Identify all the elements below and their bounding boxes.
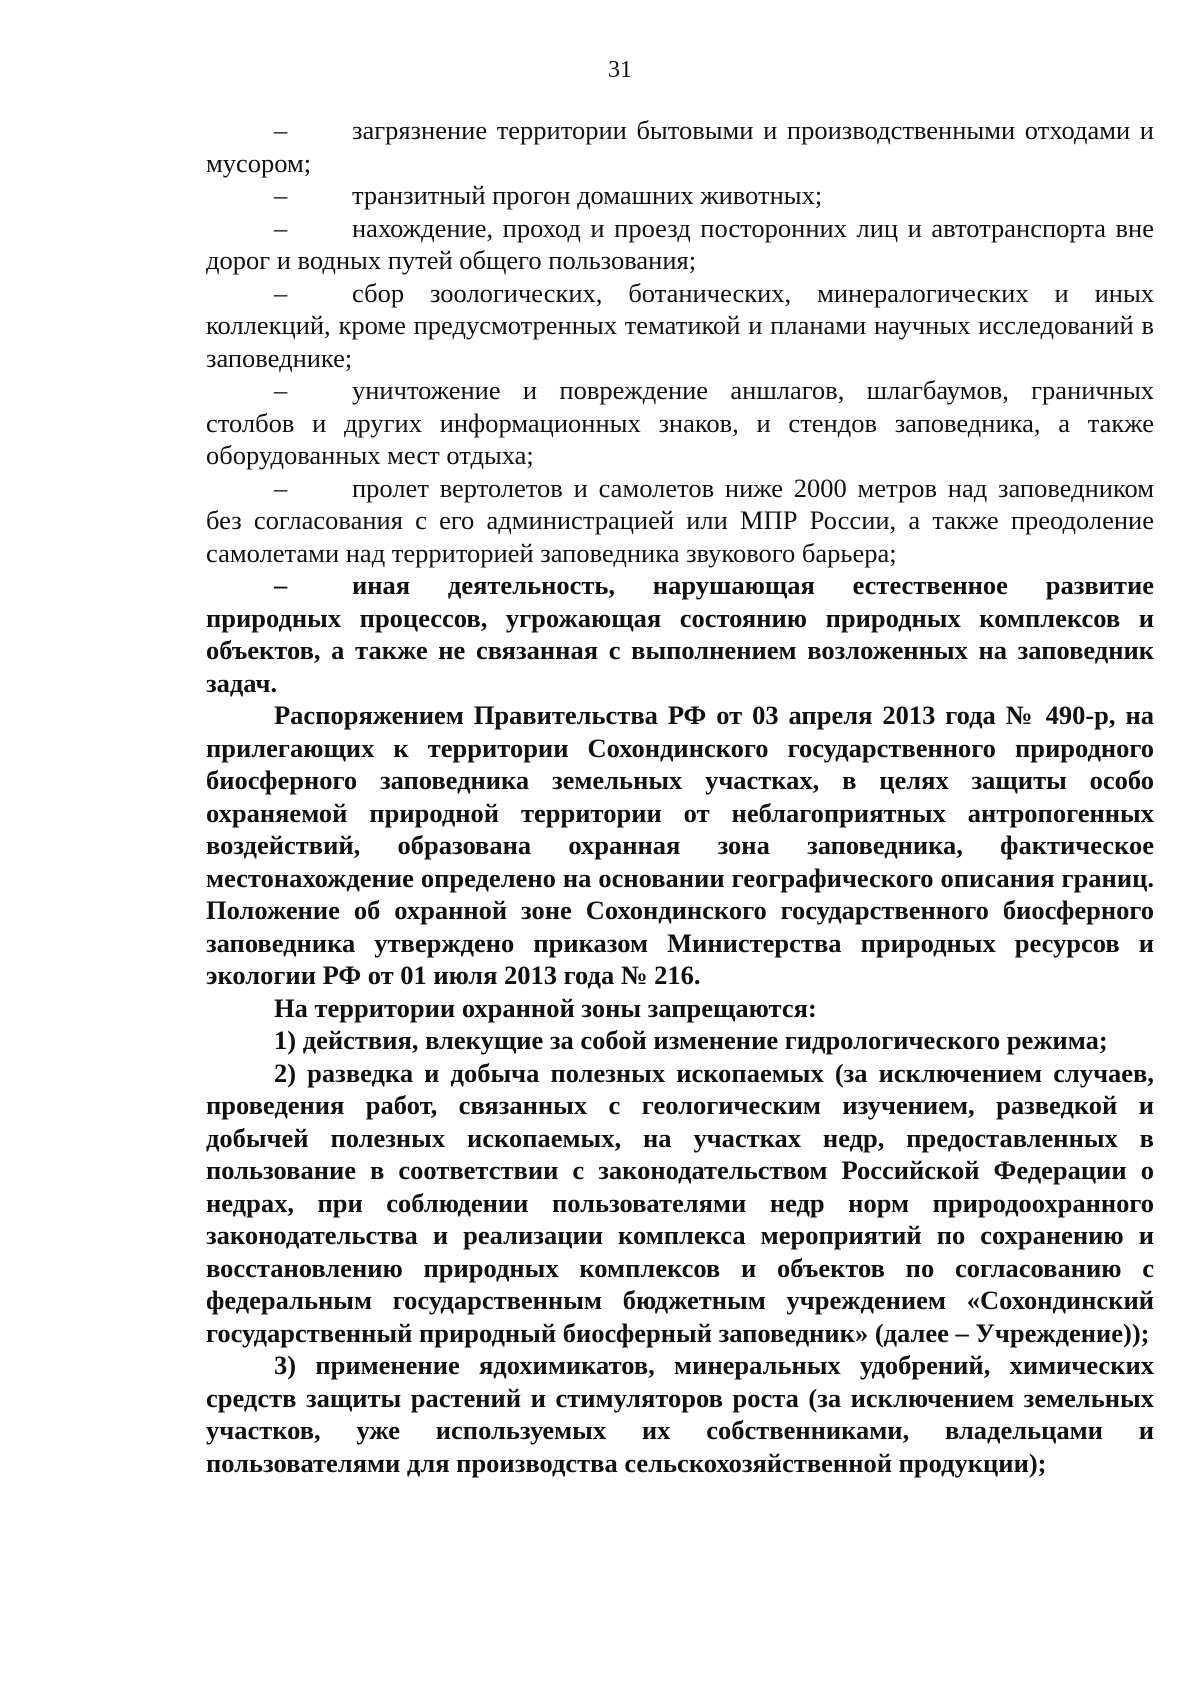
bullet-dash: – <box>274 570 288 600</box>
bullet-dash: – <box>274 180 288 210</box>
bullet-text: сбор зоологических, ботанических, минералогических и иных коллекций, кроме предусмотренных тематикой и планами научных исследований в заповеднике; <box>206 277 1154 373</box>
bullet-text: иная деятельность, нарушающая естественное развитие природных процессов, угрожающая состоянию природных комплексов и объектов, а также не связанная с выполнением возложенных на заповедник задач. <box>206 570 1154 698</box>
bullet-item <box>206 212 1154 277</box>
prohibited-intro: На территории охранной зоны запрещаются: <box>274 992 817 1023</box>
bullet-dash: – <box>274 212 288 243</box>
document-body <box>206 114 1154 1479</box>
bullet-item <box>206 114 1154 179</box>
bullet-item <box>206 179 1154 212</box>
bullet-dash: – <box>274 115 288 145</box>
bullet-dash: – <box>274 472 288 503</box>
page-number: 31 <box>608 57 632 83</box>
prohibited-item-3: 3) применение ядохимикатов, минеральных удобрений, химических средств защиты растений и стимуляторов роста (за исключением земельных участков, уже используемых их собственниками, владельцами и пользователями для производства сельскохозяйственной продукции); <box>206 1350 1154 1478</box>
bullet-text: пролет вертолетов и самолетов ниже 2000 метров над заповедником без согласования с его администрацией или МПР России, а также преодоление самолетами над территорией заповедника звукового барьера; <box>206 472 1154 568</box>
bullet-item <box>206 277 1154 375</box>
bullet-text: транзитный прогон домашних животных; <box>352 180 823 210</box>
decree-paragraph: Распоряжением Правительства РФ от 03 апреля 2013 года № 490-р, на прилегающих к территории Сохондинского государственного природного биосферного заповедника земельных участках, в целях защиты особо охраняемой природной территории от неблагоприятных антропогенных воздействий, образована охранная зона заповедника, фактическое местонахождение определено на основании географического описания границ. Положение об охранной зоне Сохондинского государственного биосферного заповедника утверждено приказом Министерства природных ресурсов и экологии РФ от 01 июля 2013 года № 216. <box>206 700 1154 990</box>
bullet-item <box>206 569 1154 699</box>
bullet-item <box>206 374 1154 472</box>
bullet-dash: – <box>274 375 288 405</box>
bullet-text: нахождение, проход и проезд посторонних лиц и автотранспорта вне дорог и водных путей общего пользования; <box>206 212 1154 275</box>
bullet-text: уничтожение и повреждение аншлагов, шлагбаумов, граничных столбов и других информационных знаков, и стендов заповедника, а также оборудованных мест отдыха; <box>206 375 1154 470</box>
bullet-text: загрязнение территории бытовыми и производственными отходами и мусором; <box>206 115 1154 178</box>
prohibited-item-1: 1) действия, влекущие за собой изменение гидрологического режима; <box>274 1025 1108 1055</box>
bullet-dash: – <box>274 277 288 308</box>
prohibited-item-2: 2) разведка и добыча полезных ископаемых (за исключением случаев, проведения работ, связанных с геологическим изучением, разведкой и добычей полезных ископаемых, на участках недр, предоставленных в пользование в соответствии с законодательством Российской Федерации о недрах, при соблюдении пользователями недр норм природоохранного законодательства и реализации комплекса мероприятий по сохранению и восстановлению природных комплексов и объектов по согласованию с федеральным государственным бюджетным учреждением «Сохондинский государственный природный биосферный заповедник» (далее – Учреждение)); <box>206 1057 1154 1348</box>
bullet-item <box>206 472 1154 570</box>
